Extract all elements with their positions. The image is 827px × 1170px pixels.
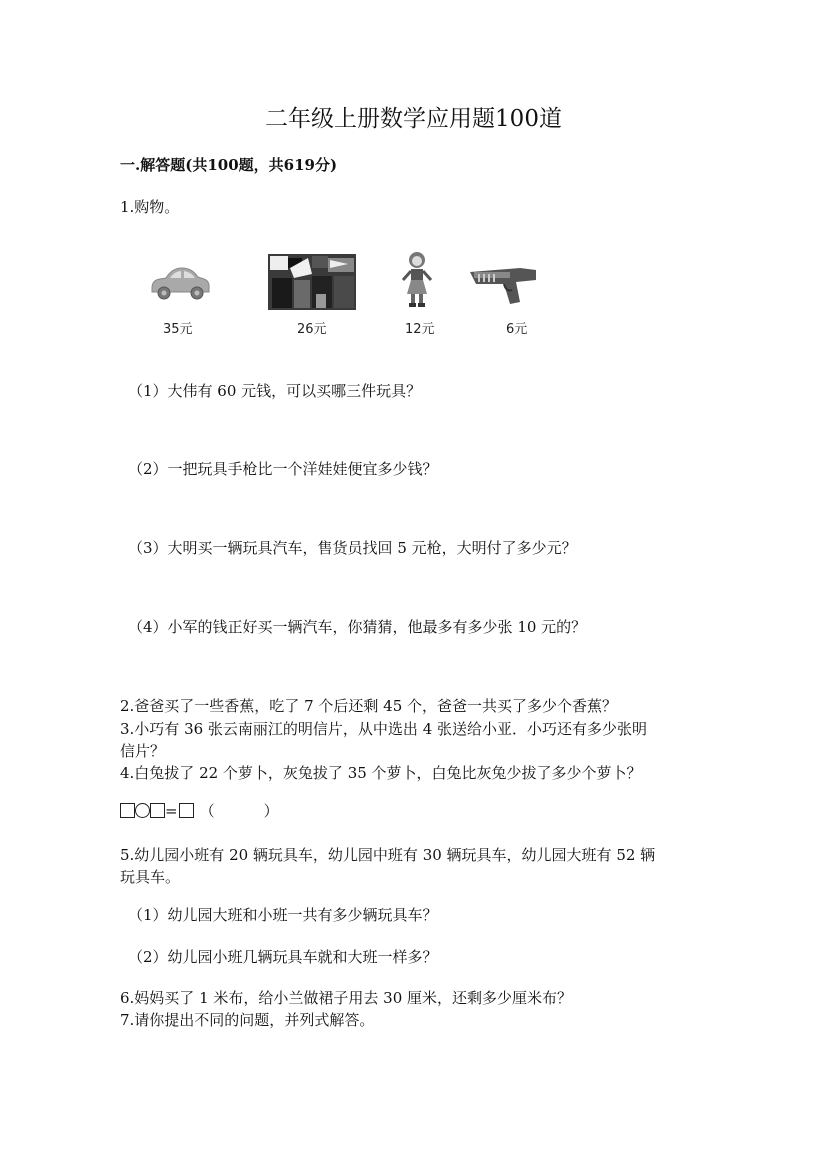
operator-circle-icon xyxy=(135,803,150,818)
question-1-part-2: （2）一把玩具手枪比一个洋娃娃便宜多少钱？ xyxy=(128,460,438,478)
page-title: 二年级上册数学应用题100道 xyxy=(265,106,562,132)
question-1-part-4: （4）小军的钱正好买一辆汽车，你猜猜，他最多有多少张 10 元的？ xyxy=(128,618,587,636)
question-4: 4.白兔拔了 22 个萝卜，灰兔拔了 35 个萝卜，白兔比灰兔少拔了多少个萝卜？ xyxy=(120,764,642,782)
car-icon xyxy=(148,262,212,304)
question-3-line-2: 信片？ xyxy=(120,742,166,760)
answer-parentheses: （ ） xyxy=(199,802,280,820)
toy-car-image xyxy=(148,262,212,308)
toy-gun-price: 6元 xyxy=(506,322,528,337)
blank-box-icon xyxy=(150,803,165,818)
question-5-line-2: 玩具车。 xyxy=(120,868,181,886)
question-1-part-1: （1）大伟有 60 元钱，可以买哪三件玩具？ xyxy=(128,382,422,400)
toy-doll-price: 12元 xyxy=(405,322,435,337)
blocks-icon xyxy=(268,254,356,310)
question-7: 7.请你提出不同的问题，并列式解答。 xyxy=(120,1011,375,1029)
question-5-part-1: （1）幼儿园大班和小班一共有多少辆玩具车？ xyxy=(128,906,438,924)
toy-gun-image xyxy=(470,262,540,310)
question-2: 2.爸爸买了一些香蕉，吃了 7 个后还剩 45 个，爸爸一共买了多少个香蕉？ xyxy=(120,697,618,715)
question-5-part-2: （2）幼儿园小班几辆玩具车就和大班一样多？ xyxy=(128,948,438,966)
blank-box-icon xyxy=(179,803,194,818)
section-header: 一.解答题(共100题，共619分) xyxy=(120,156,338,174)
question-1-heading: 1.购物。 xyxy=(120,198,180,216)
question-4-equation xyxy=(120,800,280,822)
question-1-part-3: （3）大明买一辆玩具汽车，售货员找回 5 元枪，大明付了多少元？ xyxy=(128,539,577,557)
gun-icon xyxy=(470,262,540,306)
question-5-line-1: 5.幼儿园小班有 20 辆玩具车，幼儿园中班有 30 辆玩具车，幼儿园大班有 52 辆 xyxy=(120,846,656,864)
doll-icon xyxy=(398,250,436,310)
blank-box-icon xyxy=(120,803,135,818)
toy-doll-image xyxy=(398,250,436,314)
question-6: 6.妈妈买了 1 米布，给小兰做裙子用去 30 厘米，还剩多少厘米布？ xyxy=(120,989,573,1007)
toy-blocks-image xyxy=(268,254,356,314)
toy-car-price: 35元 xyxy=(163,322,193,337)
equals-sign: = xyxy=(165,802,179,820)
toy-blocks-price: 26元 xyxy=(297,322,327,337)
question-3-line-1: 3.小巧有 36 张云南丽江的明信片，从中选出 4 张送给小亚．小巧还有多少张明 xyxy=(120,720,648,738)
